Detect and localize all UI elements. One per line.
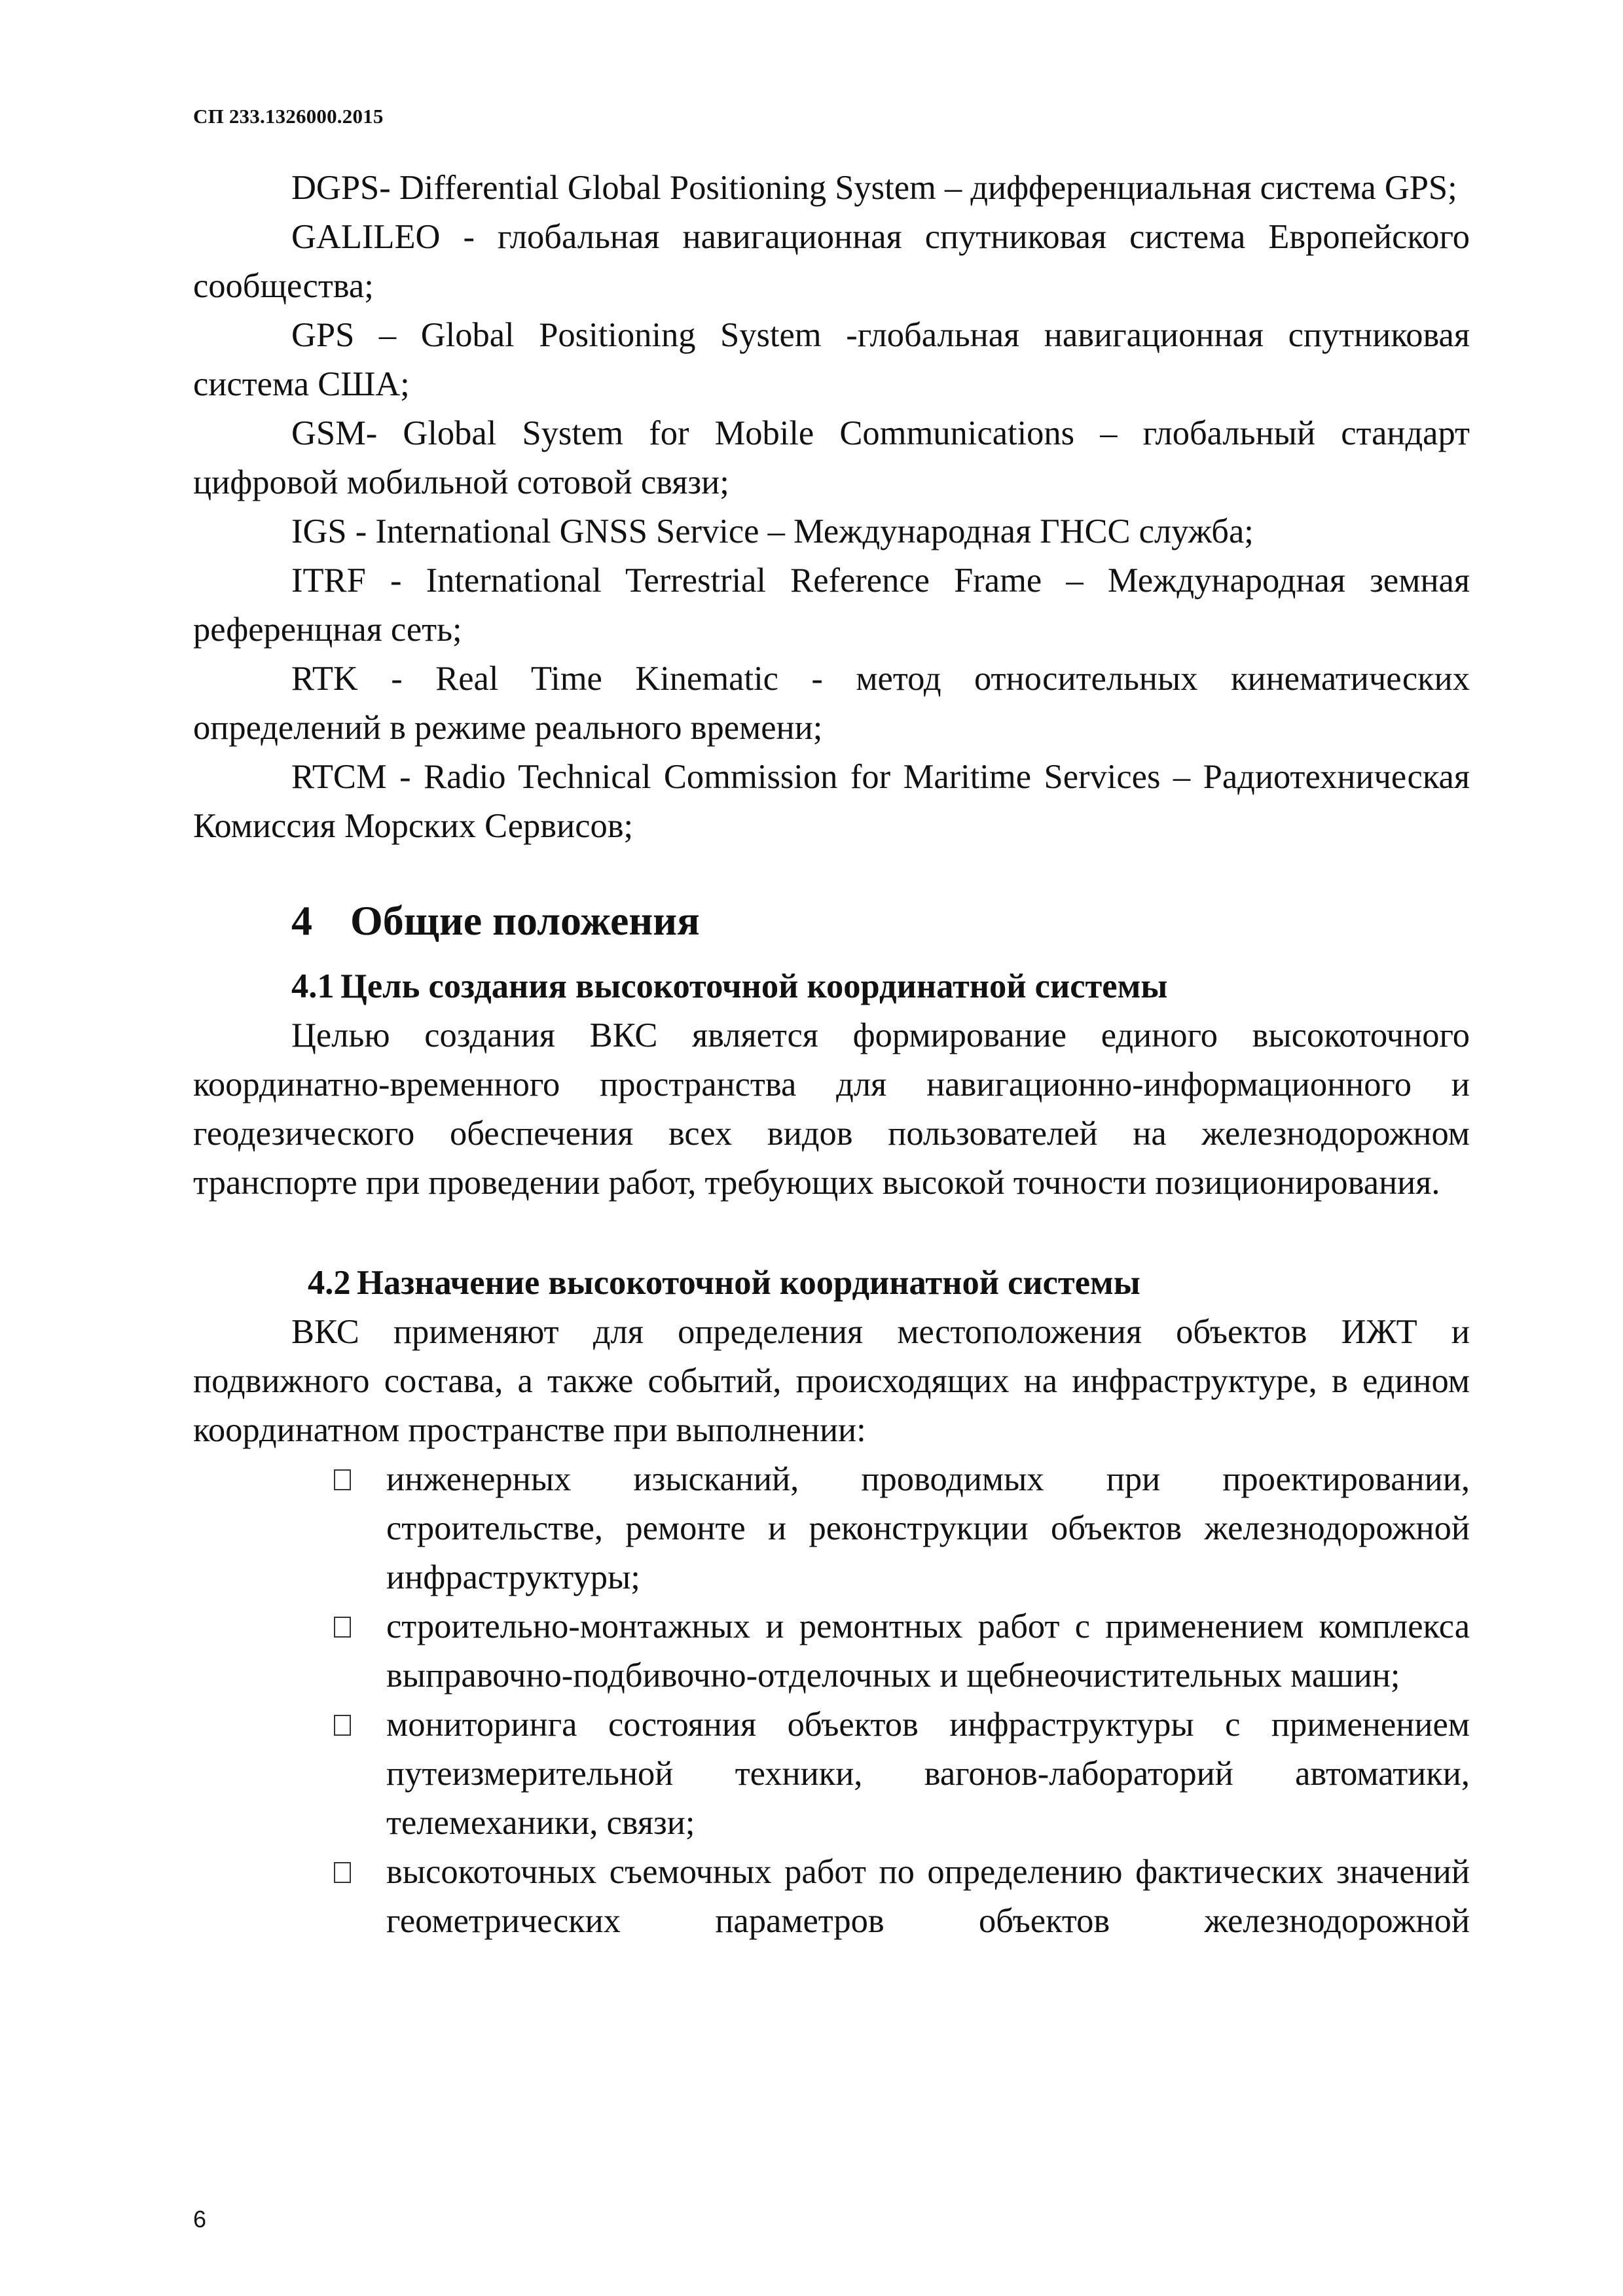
bullet-box-icon <box>334 1617 351 1638</box>
bullet-box-icon <box>334 1715 351 1736</box>
list-item <box>193 1700 1470 1848</box>
abbreviation-entry: GPS – Global Positioning System -глобальная навигационная спутниковая система США; <box>193 316 1470 403</box>
subsection-heading <box>193 1259 1470 1308</box>
abbreviation-entry: IGS - International GNSS Service – Международная ГНСС служба; <box>291 512 1254 550</box>
section-number: 4 <box>291 897 312 944</box>
abbreviations-list <box>193 164 1470 851</box>
list-item-text: строительно-монтажных и ремонтных работ с применением комплекса выправочно-подбивочно-отделочных и щебнеочистительных машин; <box>386 1607 1470 1695</box>
subsection-number: 4.2 <box>308 1264 351 1302</box>
section-heading <box>193 891 1470 950</box>
abbreviation-entry: ITRF - International Terrestrial Reference Frame – Международная земная референцная сеть; <box>193 562 1470 649</box>
subsection-title: Цель создания высокоточной координатной системы <box>340 967 1168 1005</box>
subsection-body: Целью создания ВКС является формирование единого высокоточного координатно-временного пространства для навигационно-информационного и геодезического обеспечения всех видов пользователей на железнодорожном транспорте при проведении работ, требующих высокой точности позиционирования. <box>193 1016 1470 1202</box>
abbreviation-entry: GALILEO - глобальная навигационная спутниковая система Европейского сообщества; <box>193 218 1470 305</box>
subsection-body: ВКС применяют для определения местоположения объектов ИЖТ и подвижного состава, а также событий, происходящих на инфраструктуре, в едином координатном пространстве при выполнении: <box>193 1313 1470 1449</box>
list-item <box>193 1848 1470 1946</box>
bullet-box-icon <box>334 1862 351 1883</box>
bullet-box-icon <box>334 1469 351 1490</box>
purpose-list <box>193 1455 1470 1946</box>
list-item-text: высокоточных съемочных работ по определению фактических значений геометрических параметров объектов железнодорожной <box>386 1853 1470 1940</box>
abbreviation-entry: GSM- Global System for Mobile Communications – глобальный стандарт цифровой мобильной сотовой связи; <box>193 414 1470 501</box>
page-number: 6 <box>193 2206 207 2233</box>
section-title: Общие положения <box>350 897 700 944</box>
abbreviation-entry: DGPS- Differential Global Positioning System – дифференциальная система GPS; <box>291 169 1457 207</box>
abbreviation-entry: RTK - Real Time Kinematic - метод относительных кинематических определений в режиме реального времени; <box>193 660 1470 747</box>
subsection-title: Назначение высокоточной координатной системы <box>357 1264 1140 1302</box>
subsection-heading <box>193 962 1470 1011</box>
list-item-text: инженерных изысканий, проводимых при проектировании, строительстве, ремонте и реконструкции объектов железнодорожной инфраструктуры; <box>386 1460 1470 1596</box>
document-code-header: СП 233.1326000.2015 <box>193 105 384 128</box>
subsection-number: 4.1 <box>291 967 335 1005</box>
page-content <box>193 164 1470 1946</box>
list-item-text: мониторинга состояния объектов инфраструктуры с применением путеизмерительной техники, вагонов-лабораторий автоматики, телемеханики, связи; <box>386 1706 1470 1842</box>
list-item <box>193 1602 1470 1700</box>
abbreviation-entry: RTCM - Radio Technical Commission for Maritime Services – Радиотехническая Комиссия Морских Сервисов; <box>193 758 1470 845</box>
list-item <box>193 1455 1470 1602</box>
